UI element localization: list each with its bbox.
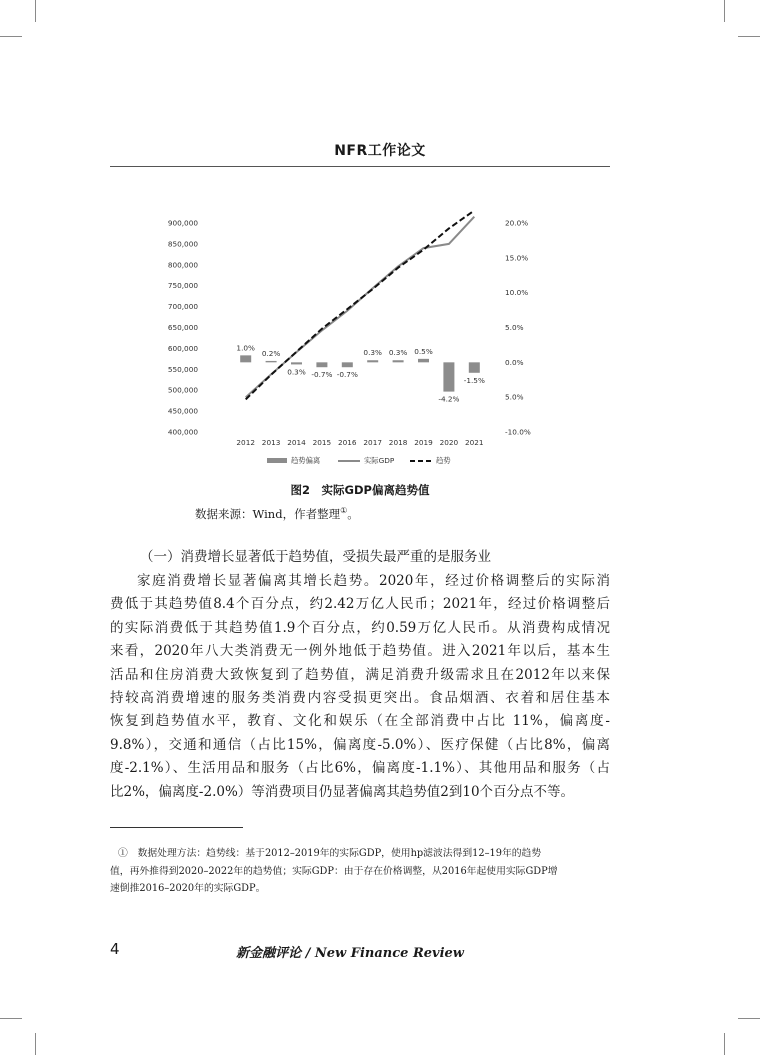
body-line: 的实际消费低于其趋势值1.9个百分点，约0.59万亿人民币。从消费构成情况: [110, 619, 610, 636]
x-axis-tick-label: 2014: [287, 438, 306, 447]
crop-mark: [35, 1033, 36, 1055]
deviation-bar: [393, 360, 404, 362]
footnote-ref[interactable]: ①: [340, 506, 348, 516]
x-axis-tick-label: 2018: [388, 438, 408, 447]
right-axis-tick-label: 10.0%: [505, 288, 529, 298]
body-line: 家庭消费增长显著偏离其增长趋势。2020年，经过价格调整后的实际消: [137, 573, 610, 589]
body-line: 比2%，偏离度-2.0%）等消费项目仍显著偏离其趋势值2到10个百分点不等。: [110, 783, 575, 800]
x-axis-tick-label: 2017: [363, 438, 382, 447]
source-text: Wind，作者整理: [252, 507, 341, 521]
header-rule: [110, 166, 610, 167]
bar-data-label: 0.3%: [363, 348, 382, 358]
bar-data-label: 0.5%: [414, 346, 433, 356]
crop-mark: [724, 0, 725, 22]
footnote-line: ① 数据处理方法：趋势线：基于2012–2019年的实际GDP，使用hp滤波法得到12–19年的趋势: [118, 848, 542, 859]
legend-label: 实际GDP: [364, 456, 395, 465]
x-axis-tick-label: 2021: [465, 438, 484, 447]
right-axis-tick-label: 0.0%: [505, 357, 524, 367]
crop-mark: [724, 1033, 725, 1055]
left-axis-tick-label: 550,000: [167, 364, 198, 374]
bar-data-label: -1.5%: [463, 375, 485, 385]
x-axis-tick-label: 2016: [338, 438, 357, 447]
bar-data-label: -0.7%: [311, 370, 333, 380]
footnote-line: 速倒推2016–2020年的实际GDP。: [110, 883, 266, 894]
footnote-line: 值，再外推得到2020–2022年的趋势值；实际GDP：由于存在价格调整，从2016年起使用实际GDP增: [110, 865, 558, 877]
right-axis-tick-label: 15.0%: [505, 253, 529, 263]
crop-mark: [738, 36, 760, 37]
left-axis-tick-label: 800,000: [167, 260, 198, 270]
bar-data-label: 0.2%: [261, 348, 281, 358]
body-line: 9.8%），交通和通信（占比15%，偏离度-5.0%）、医疗保健（占比8%，偏离: [110, 736, 610, 753]
body-paragraph: [110, 570, 610, 804]
deviation-bar: [291, 362, 302, 364]
actual-gdp-line: [246, 217, 475, 398]
left-axis-tick-label: 450,000: [167, 406, 198, 416]
x-axis-tick-label: 2015: [312, 438, 332, 447]
running-header: NFR工作论文: [334, 143, 426, 159]
deviation-bar: [443, 362, 454, 391]
journal-name: 新金融评论 / New Finance Review: [236, 946, 464, 961]
deviation-bar: [418, 359, 429, 362]
body-line: 度-2.1%）、生活用品和服务（占比6%，偏离度-1.1%）、其他用品和服务（占: [110, 760, 610, 777]
left-axis-tick-label: 700,000: [167, 302, 198, 312]
right-axis-tick-label: 5.0%: [505, 392, 524, 402]
source-end: 。: [347, 507, 359, 521]
left-axis-tick-label: 600,000: [167, 343, 198, 353]
bar-data-label: -0.7%: [336, 370, 358, 380]
legend-label: 趋势: [436, 456, 451, 465]
body-line: 持较高消费增速的服务类消费内容受损更突出。食品烟酒、衣着和居住基本: [110, 690, 610, 707]
crop-mark: [35, 0, 36, 22]
body-line: 费低于其趋势值8.4个百分点，约2.42万亿人民币；2021年，经过价格调整后: [110, 596, 610, 613]
source-label: 数据来源：: [195, 507, 253, 521]
body-line: 活品和住房消费大致恢复到了趋势值，满足消费升级需求且在2012年以来保: [110, 666, 610, 683]
section-heading: （一）消费增长显著低于趋势值，受损失最严重的是服务业: [140, 549, 491, 565]
legend-label: 趋势偏离: [291, 456, 321, 465]
bar-data-label: 0.3%: [388, 348, 408, 358]
deviation-bar: [240, 355, 251, 362]
x-axis-tick-label: 2020: [439, 438, 459, 447]
crop-mark: [0, 36, 22, 37]
gdp-trend-chart: [160, 205, 550, 475]
left-axis-tick-label: 750,000: [167, 281, 198, 291]
right-axis-tick-label: 5.0%: [505, 323, 524, 332]
x-axis-tick-label: 2012: [236, 438, 255, 447]
bar-data-label: 0.3%: [287, 367, 306, 377]
left-axis-tick-label: 400,000: [167, 427, 198, 437]
page-number: 4: [110, 940, 120, 958]
figure-caption: 图2 实际GDP偏离趋势值: [290, 483, 430, 497]
deviation-bar: [316, 362, 327, 367]
crop-mark: [738, 1018, 760, 1019]
trend-line: [246, 210, 475, 399]
deviation-bar: [367, 360, 378, 362]
bar-data-label: 1.0%: [236, 343, 255, 353]
legend-swatch-deviation: [267, 458, 287, 463]
body-line: 恢复到趋势值水平，教育、文化和娱乐（在全部消费中占比 11%，偏离度-: [110, 713, 610, 730]
left-axis-tick-label: 500,000: [167, 385, 198, 395]
figure-source: [195, 506, 359, 522]
footnote-rule: [110, 827, 243, 828]
x-axis-tick-label: 2019: [414, 438, 433, 447]
left-axis-tick-label: 900,000: [167, 218, 198, 228]
body-line: 来看，2020年八大类消费无一例外地低于趋势值。进入2021年以后，基本生: [110, 643, 610, 660]
deviation-bar: [342, 362, 353, 367]
deviation-bar: [469, 362, 480, 372]
x-axis-tick-label: 2013: [261, 438, 281, 447]
left-axis-tick-label: 850,000: [167, 239, 198, 249]
bar-data-label: -4.2%: [438, 394, 460, 404]
right-axis-tick-label: -10.0%: [505, 427, 531, 437]
left-axis-tick-label: 650,000: [167, 323, 198, 332]
footnote: [110, 845, 610, 898]
deviation-bar: [266, 361, 277, 362]
right-axis-tick-label: 20.0%: [505, 218, 529, 228]
crop-mark: [0, 1018, 22, 1019]
